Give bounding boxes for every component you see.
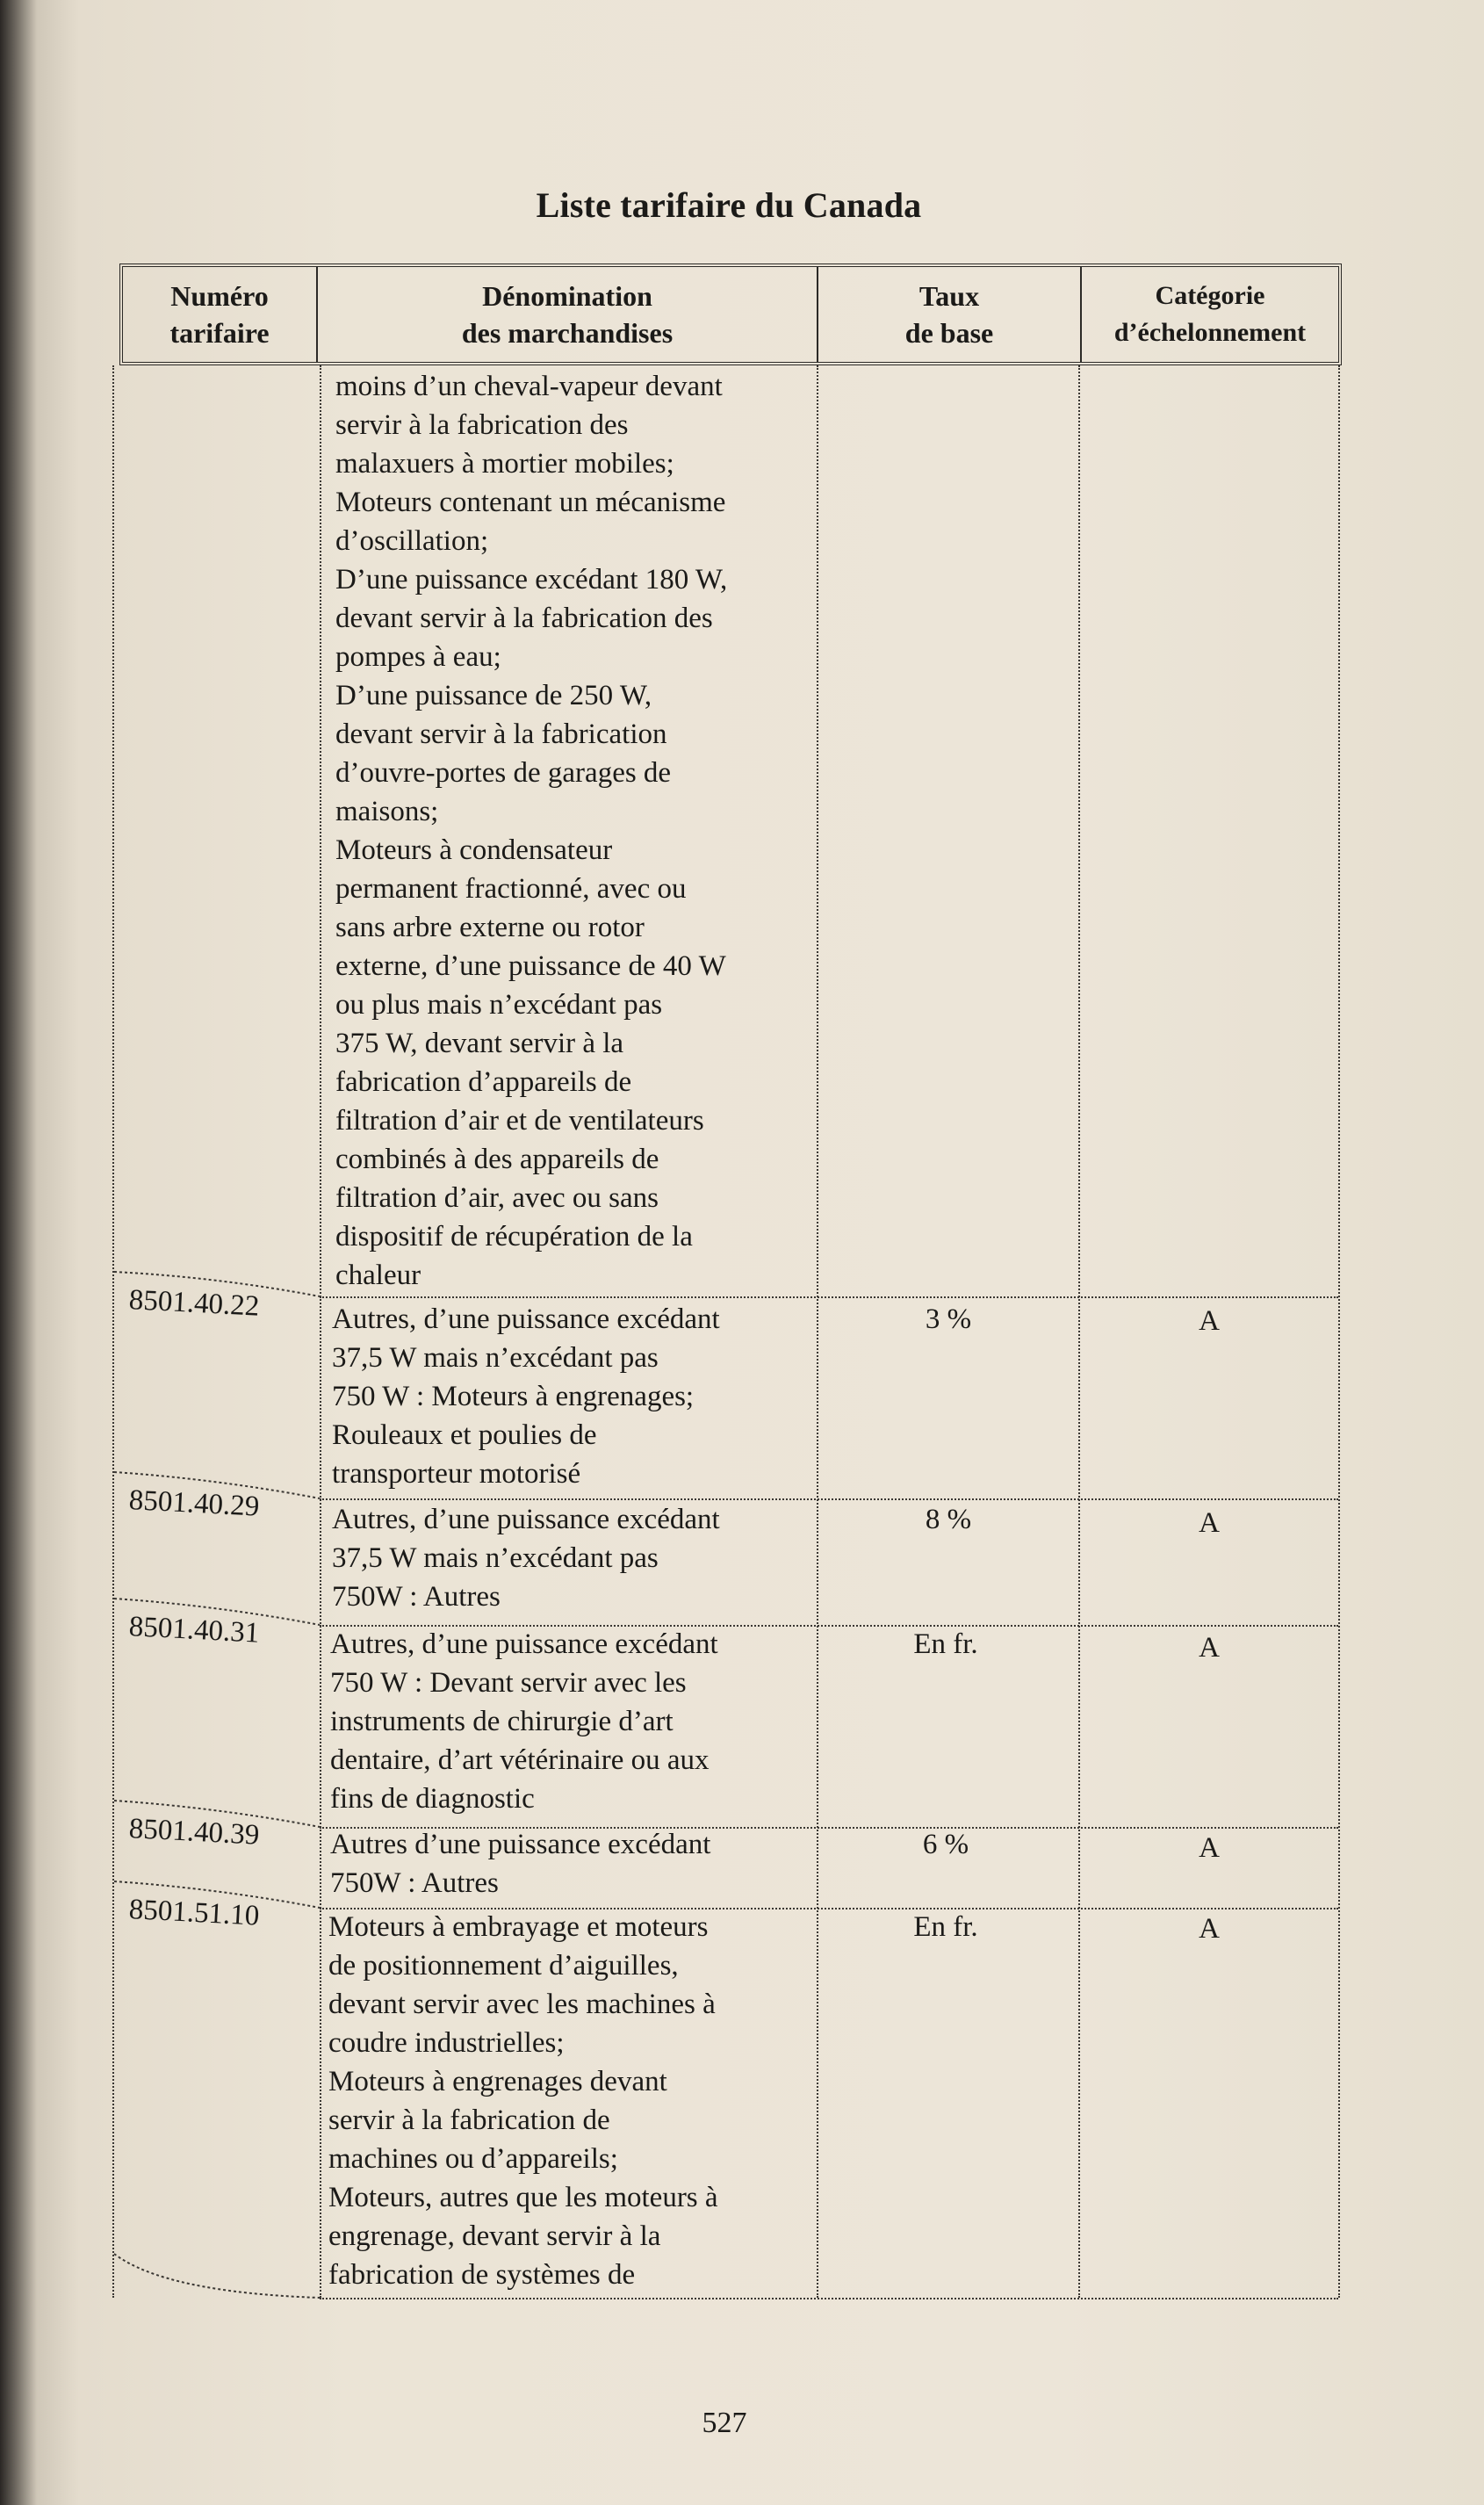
header-base-rate: Taux de base (904, 280, 994, 349)
row-description: Autres, d’une puissance excédant 750 W : Devant servir avec les instruments de chirurgie d’art dentaire, d’art vétérinaire ou aux fins de diagnostic (330, 1628, 718, 1815)
row-base-rate: En fr. (913, 1628, 978, 1660)
header-tariff-number: Numéro tarifaire (169, 280, 270, 349)
row-tariff-code: 8501.51.10 (128, 1893, 261, 1932)
page-title: Liste tarifaire du Canada (536, 185, 922, 225)
row-tariff-code: 8501.40.39 (128, 1812, 261, 1852)
row-description: Autres, d’une puissance excédant 37,5 W mais n’excédant pas 750 W : Moteurs à engrenages; Rouleaux et poulies de transporteur motorisé (332, 1303, 720, 1490)
row-staging-category: A (1199, 1507, 1220, 1539)
row-tariff-code: 8501.40.22 (128, 1283, 261, 1323)
header-description: Dénomination des marchandises (461, 280, 674, 349)
row-tariff-code: 8501.40.31 (128, 1610, 261, 1650)
table-rule-right (1338, 365, 1340, 2298)
row-description: Autres, d’une puissance excédant 37,5 W mais n’excédant pas 750W : Autres (332, 1504, 720, 1613)
row-staging-category: A (1199, 1832, 1220, 1864)
row-base-rate: En fr. (913, 1911, 978, 1943)
row-staging-category: A (1199, 1305, 1220, 1337)
row-base-rate: 3 % (925, 1303, 972, 1335)
row-curve-separator (112, 2250, 323, 2303)
header-staging-category: Catégorie d’échelonnement (1113, 281, 1307, 347)
table-rule-left (112, 365, 114, 2298)
row-staging-category: A (1199, 1632, 1220, 1664)
row-description: Moteurs à embrayage et moteurs de positionnement d’aiguilles, devant servir avec les machines à coudre industrielles; Moteurs à engrenages devant servir à la fabrication de machines ou d’appareils; Moteurs, autres que les moteurs à engrenage, devant servir à la fabrication de systèmes de (328, 1911, 718, 2291)
row-description: moins d’un cheval-vapeur devant servir à la fabrication des malaxuers à mortier mobiles; Moteurs contenant un mécanisme d’oscillation; D’une puissance excédant 180 W, devant servir à la fabrication des pompes à eau; D’une puissance de 250 W, devant servir à la fabrication d’ouvre-portes de garages de maisons; Moteurs à condensateur permanent fractionné, avec ou sans arbre externe ou rotor externe, d’une puissance de 40 W ou plus mais n’excédant pas 375 W, devant servir à la fabrication d’appareils de filtration d’air et de ventilateurs combinés à des appareils de filtration d’air, avec ou sans dispositif de récupération de la chaleur (335, 371, 728, 1291)
table-header (119, 263, 1342, 365)
page-number: 527 (702, 2407, 747, 2439)
row-staging-category: A (1199, 1913, 1220, 1945)
row-base-rate: 6 % (922, 1829, 969, 1860)
row-base-rate: 8 % (925, 1504, 972, 1535)
row-tariff-code: 8501.40.29 (128, 1484, 261, 1523)
table-rule-col1 (320, 365, 321, 2298)
tariff-table (112, 258, 1349, 2305)
row-description: Autres d’une puissance excédant 750W : Autres (330, 1829, 711, 1899)
row-separator (320, 1296, 1338, 1298)
row-separator (320, 2298, 1338, 2299)
